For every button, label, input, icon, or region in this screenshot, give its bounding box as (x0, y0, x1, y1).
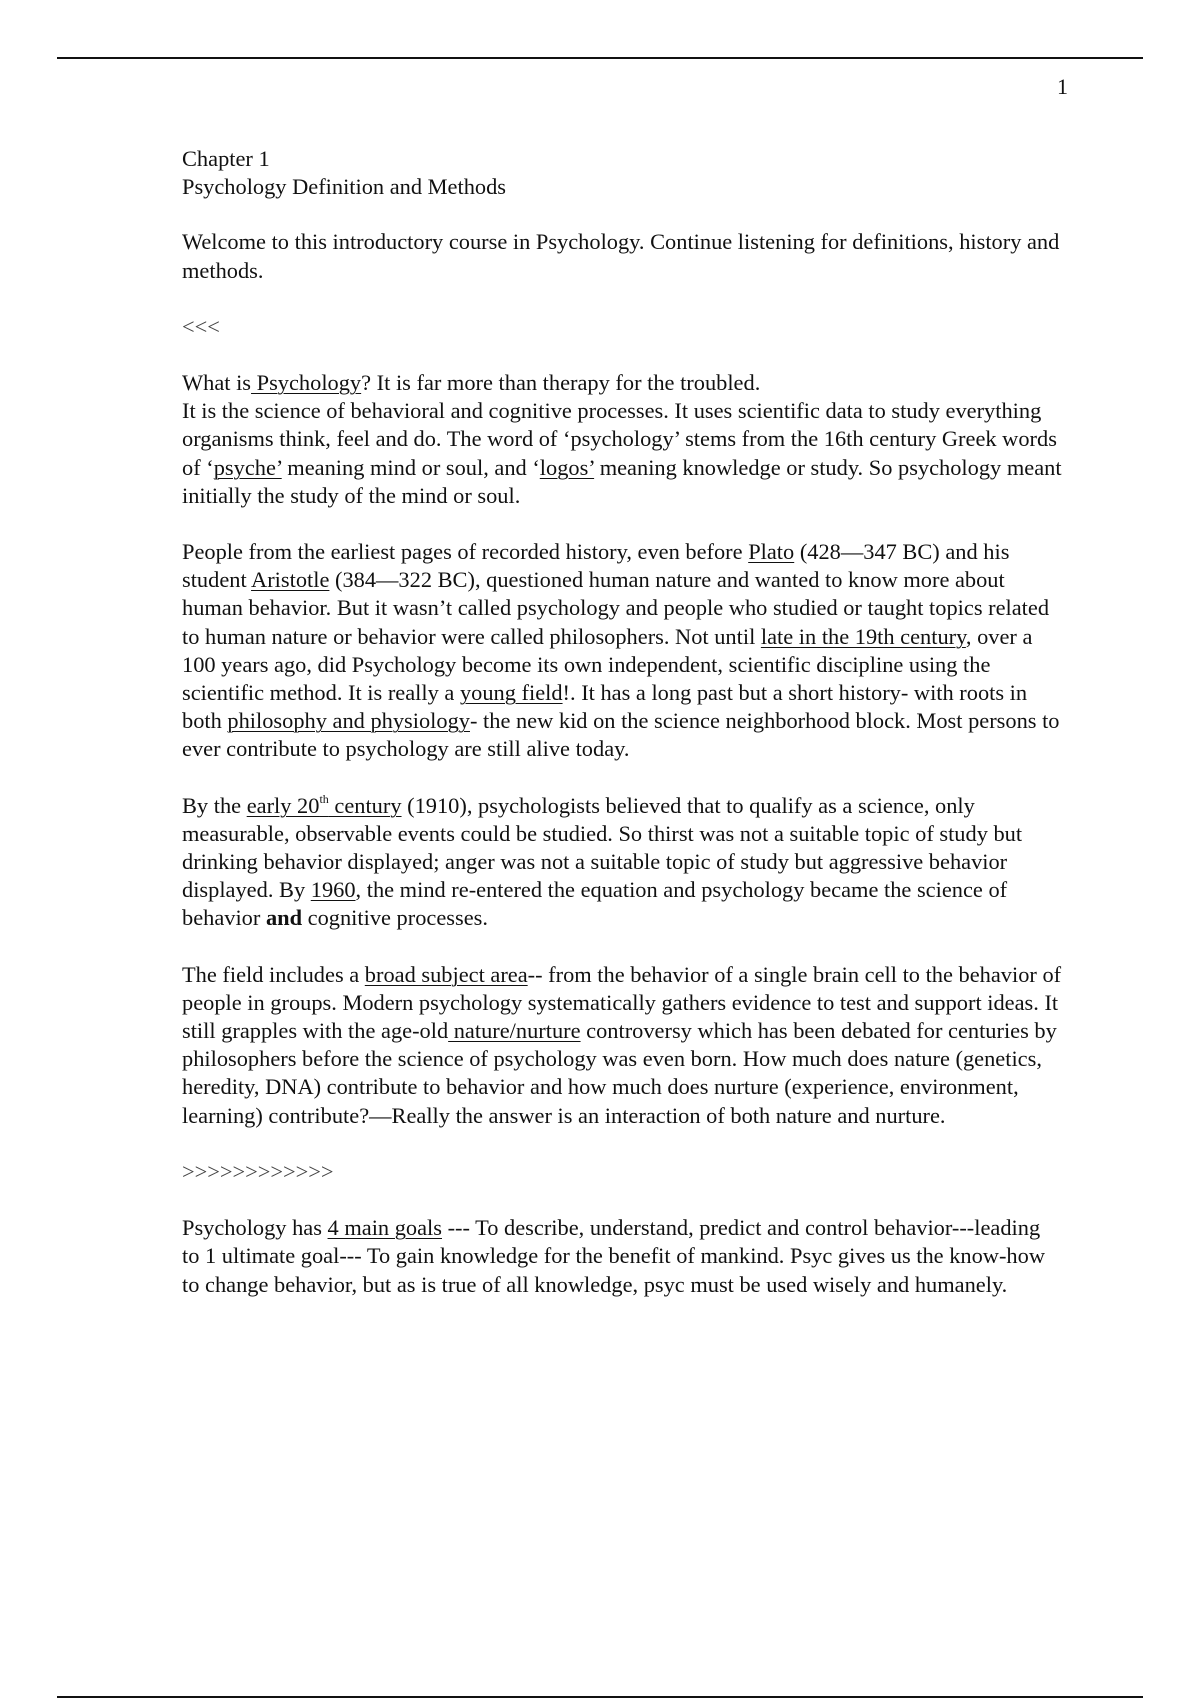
term-broad-subject-area: broad subject area (364, 961, 528, 987)
text: The field includes a (182, 961, 365, 987)
term-nature-nurture: nature/nurture (448, 1018, 581, 1044)
term-psychology: Psychology (251, 370, 362, 396)
intro-paragraph: Welcome to this introductory course in Psychology. Continue listening for definitions, history and methods. (182, 229, 1060, 283)
footer-rule (57, 1696, 1143, 1698)
page-number: 1 (1057, 74, 1068, 99)
text: - the new kid on the science neighborhood block. Most persons to ever contribute to psychology are still alive today. (182, 708, 1060, 762)
paragraph-20th-century (182, 792, 1062, 933)
text: controversy which has been debated for centuries by philosophers before the science of psychology was even born. How much does nature (genetics, heredity, DNA) contribute to behavior and how much does nurture (experience, environment, learning) contribute?—Really the answer is an interaction of both nature and nurture. (182, 1018, 1057, 1128)
term-aristotle: Aristotle (251, 567, 330, 593)
back-marker: <<< (182, 313, 220, 339)
text: People from the earliest pages of recorded history, even before (182, 539, 749, 565)
chapter-title: Psychology Definition and Methods (182, 174, 507, 200)
text: --- To describe, understand, predict and control behavior---leading to 1 ultimate goal--- To gain knowledge for the benefit of mankind. Psyc gives us the know-how to change behavior, but as is true of all knowledge, psyc must be used wisely and humanely. (182, 1215, 1045, 1297)
text: , over a 100 years ago, did Psychology become its own independent, scientific discipline using the scientific method. It is really a (182, 623, 1033, 706)
term-19th-century: late in the 19th century (760, 623, 966, 649)
paragraph-history (182, 538, 1062, 764)
text: It is the science of behavioral and cognitive processes. It uses scientific data to study everything organisms think, feel and do. The word of ‘psychology’ stems from the 16th century Greek words of ‘ (182, 398, 1057, 480)
superscript: th (319, 791, 329, 806)
text: ? It is far more than therapy for the troubled. (361, 370, 761, 396)
text: (384—322 BC), questioned human nature and wanted to know more about human behavior. But it wasn’t called psychology and people who studied or taught topics related to human nature or behavior were called philosophers. Not until (182, 567, 1050, 649)
term-logos: logos’ (539, 454, 595, 480)
term-philosophy-physiology: philosophy and physiology (227, 708, 470, 734)
text: century (328, 792, 402, 818)
text: (428—347 BC) and his student (182, 539, 1010, 593)
text: cognitive processes. (302, 905, 488, 931)
chapter-heading (182, 145, 1062, 201)
paragraph-goals (182, 1214, 1062, 1299)
term-psyche: psyche’ (213, 454, 282, 480)
term-early-20th-century (247, 793, 402, 818)
forward-marker: >>>>>>>>>>>> (182, 1158, 334, 1184)
text: What is (182, 370, 252, 396)
text: , the mind re-entered the equation and psychology became the science of behavior (182, 877, 1008, 931)
text: early 20 (246, 792, 320, 818)
header-rule (57, 57, 1143, 59)
text: By the (182, 792, 247, 818)
text: -- from the behavior of a single brain cell to the behavior of people in groups. Modern psychology systematically gathers evidence to test and support ideas. It still grapples with the age-old (182, 961, 1062, 1044)
document-body (182, 145, 1062, 1327)
text: meaning knowledge or study. So psychology meant initially the study of the mind or soul. (182, 454, 1062, 508)
paragraph-what-is-psychology (182, 369, 1062, 510)
emphasis-and: and (265, 905, 303, 931)
chapter-label: Chapter 1 (182, 146, 270, 171)
term-young-field: young field (459, 680, 563, 706)
paragraph-subject-area (182, 961, 1062, 1130)
text: meaning mind or soul, and ‘ (281, 454, 540, 480)
text: (1910), psychologists believed that to qualify as a science, only measurable, observable events could be studied. So thirst was not a suitable topic of study but drinking behavior displayed; anger was not a suitable topic of study but aggressive behavior displayed. By (182, 792, 1023, 903)
term-4-main-goals: 4 main goals (327, 1215, 442, 1241)
text: Psychology has (182, 1215, 328, 1241)
term-1960: 1960 (310, 877, 356, 903)
term-plato: Plato (748, 539, 795, 565)
text: !. It has a long past but a short history- with roots in both (182, 680, 1028, 734)
